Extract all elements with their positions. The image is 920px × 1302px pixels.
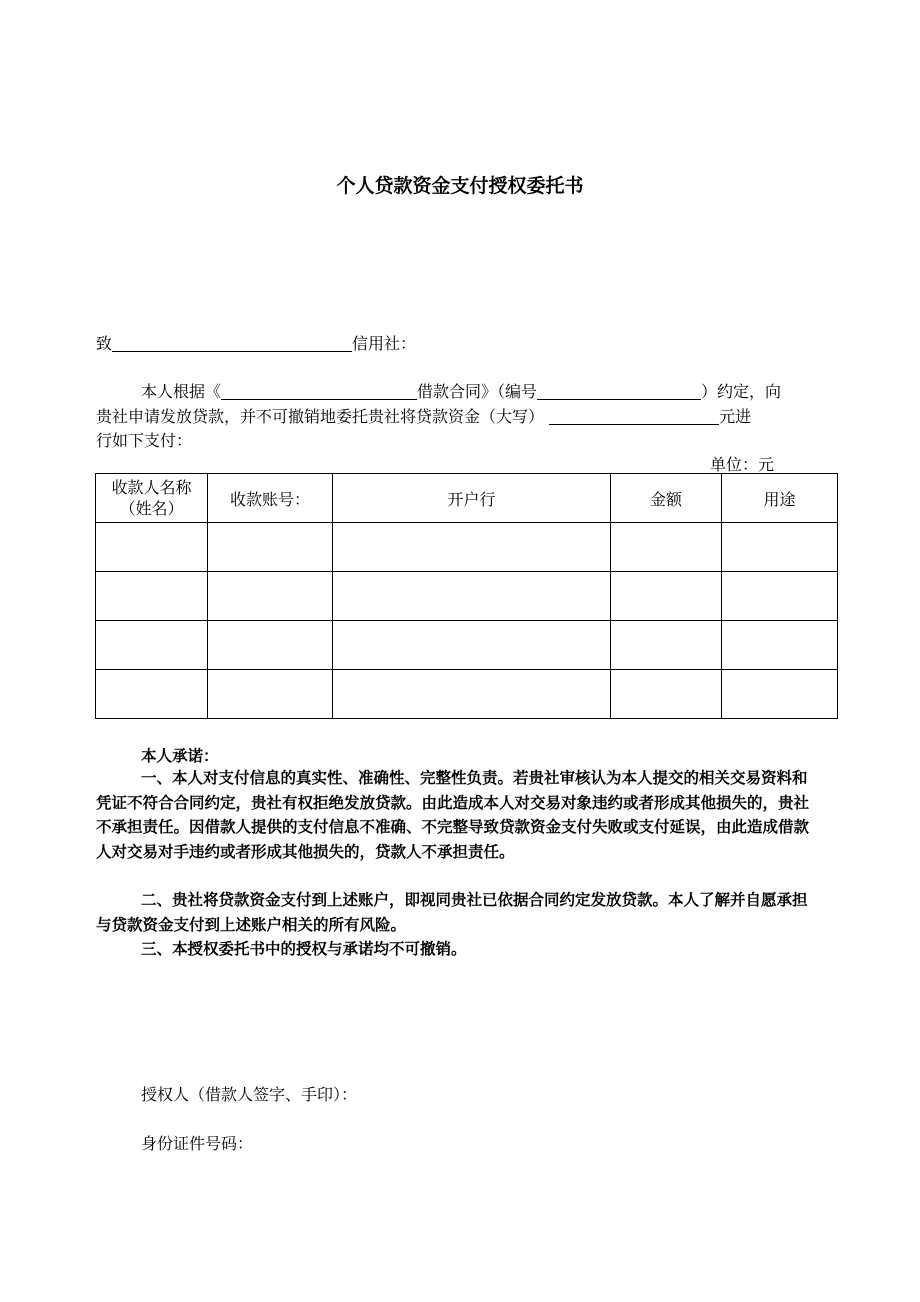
table-cell[interactable]: [208, 621, 333, 670]
table-row: [96, 621, 838, 670]
column-header: 金额: [611, 474, 722, 523]
unit-label: 单位：元: [710, 455, 775, 474]
body-text: 借款合同》（编号: [417, 382, 538, 401]
table-cell[interactable]: [96, 670, 208, 719]
table-cell[interactable]: [96, 621, 208, 670]
body-text: ）约定，向: [701, 382, 782, 401]
body-line-1: [141, 379, 781, 402]
commitment-item-2: 二、贵社将贷款资金支付到上述账户，即视同贵社已依据合同约定发放贷款。本人了解并自愿承担与贷款资金支付到上述账户相关的所有风险。: [96, 891, 808, 934]
document-title: 个人贷款资金支付授权委托书: [336, 175, 584, 197]
amount-in-words-blank[interactable]: [549, 408, 719, 425]
authorizer-signature-label: 授权人（借款人签字、手印）：: [141, 1085, 358, 1104]
table-cell[interactable]: [333, 621, 611, 670]
table-cell[interactable]: [333, 572, 611, 621]
column-header: [96, 474, 208, 523]
column-header: 用途: [722, 474, 838, 523]
addressee-line: [96, 331, 416, 354]
commitment-item-1: 一、本人对支付信息的真实性、准确性、完整性负责。若贵社审核认为本人提交的相关交易资料和凭证不符合合同约定，贵社有权拒绝发放贷款。由此造成本人对交易对象违约或者形成其他损失的，贵社不承担责任。因借款人提供的支付信息不准确、不完整导致贷款资金支付失败或支付延误，由此造成借款人对交易对手违约或者形成其他损失的，贷款人不承担责任。: [96, 769, 810, 861]
table-row: [96, 523, 838, 572]
table-cell[interactable]: [722, 523, 838, 572]
column-header-label: 收款人名称（姓名）: [111, 478, 192, 518]
body-text: 元进: [719, 407, 752, 426]
payment-table: [95, 473, 838, 719]
table-cell[interactable]: [722, 670, 838, 719]
credit-union-name-blank[interactable]: [112, 335, 352, 352]
body-text: 本人根据《: [141, 382, 222, 401]
addressee-prefix: 致: [96, 334, 113, 353]
commitment-item-3: 三、本授权委托书中的授权与承诺均不可撤销。: [141, 940, 467, 958]
table-cell[interactable]: [333, 670, 611, 719]
addressee-suffix: 信用社：: [352, 334, 417, 353]
table-cell[interactable]: [611, 523, 722, 572]
table-cell[interactable]: [96, 572, 208, 621]
table-cell[interactable]: [611, 621, 722, 670]
table-cell[interactable]: [208, 670, 333, 719]
contract-name-blank[interactable]: [221, 383, 417, 400]
column-header: 收款账号：: [208, 474, 333, 523]
table-cell[interactable]: [722, 621, 838, 670]
table-cell[interactable]: [208, 523, 333, 572]
table-row: [96, 670, 838, 719]
body-text: 贵社申请发放贷款，并不可撤销地委托贵社将贷款资金（大写）: [96, 407, 545, 426]
table-cell[interactable]: [611, 670, 722, 719]
table-cell[interactable]: [208, 572, 333, 621]
table-header-row: [96, 474, 838, 523]
commitment-heading: 本人承诺：: [141, 747, 219, 765]
body-line-2: [96, 404, 751, 427]
table-cell[interactable]: [722, 572, 838, 621]
table-cell[interactable]: [96, 523, 208, 572]
table-cell[interactable]: [333, 523, 611, 572]
column-header: 开户行: [333, 474, 611, 523]
table-cell[interactable]: [611, 572, 722, 621]
table-row: [96, 572, 838, 621]
body-line-3: 行如下支付：: [96, 431, 193, 450]
contract-number-blank[interactable]: [537, 383, 701, 400]
id-number-label: 身份证件号码：: [141, 1134, 254, 1153]
